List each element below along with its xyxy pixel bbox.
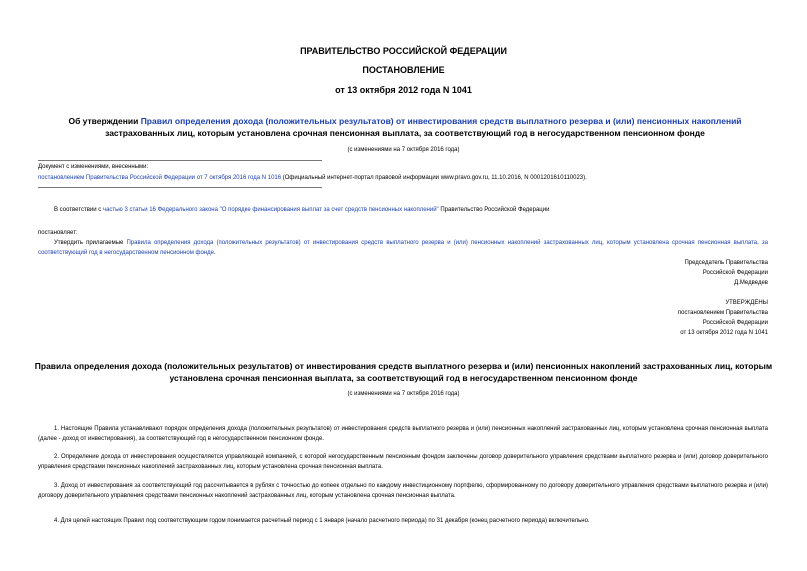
approve-suffix: . (213, 250, 216, 256)
approved-date: от 13 октября 2012 года N 1041 (680, 330, 768, 336)
signature-block (560, 258, 768, 288)
approved-block (560, 298, 768, 338)
signature-country: Российской Федерации (702, 270, 768, 276)
amendment-note: (с изменениями на 7 октября 2016 года) (347, 147, 460, 153)
approve-paragraph (38, 238, 768, 258)
title-prefix: Об утверждении (68, 116, 141, 126)
amending-decree-link[interactable]: постановлением Правительства Российской Федерации от 7 октября 2016 года N 1016 (38, 175, 282, 181)
rules-paragraph-4: 4. Для целей настоящих Правил под соответствующим годом понимается расчетный период с 1 января (начало расчетного периода) по 31 декабря (конец расчетного периода) включительно. (54, 518, 590, 524)
signature-name: Д.Медведев (734, 280, 768, 286)
rules-paragraph-3: 3. Доход от инвестирования за соответствующий год рассчитывается в рублях с точностью до копеек отдельно по каждому инвестиционному портфелю, сформированному по договору доверительного управления средствами выплатного резерва и (или) договору доверительного управления средствами пенсионных накоплений застрахованных лиц, которым установлена срочная пенсионная выплата. (38, 483, 768, 499)
approved-rules-link[interactable]: Правила определения дохода (положительных результатов) от инвестирования средств выплатного резерва и (или) пенсионных накоплений застрахованных лиц, которым установлена срочная пенсионная выплата, за соответствующий год в негосударственном пенсионном фонде (38, 240, 769, 256)
decides-text: постановляет: (38, 230, 78, 236)
approved-country: Российской Федерации (702, 320, 768, 326)
rules-amendment-note: (с изменениями на 7 октября 2016 года) (347, 391, 460, 397)
divider-bottom (38, 187, 322, 188)
changes-source (38, 174, 587, 183)
rules-paragraph-2: 2. Определение дохода от инвестирования осуществляется управляющей компанией, с которой негосударственным пенсионным фондом заключены договор доверительного управления средствами выплатного резерва и (или) договор доверительного управления средствами пенсионных накоплений застрахованных лиц, которым установлена срочная пенсионная выплата. (38, 454, 768, 470)
approved-label: УТВЕРЖДЕНЫ (725, 300, 768, 306)
divider-top (38, 160, 322, 161)
approve-prefix: Утвердить прилагаемые (54, 240, 127, 246)
rules-paragraph-1: 1. Настоящие Правила устанавливают порядок определения дохода (положительных результатов) от инвестирования средств выплатного резерва и (или) пенсионных накоплений застрахованных лиц, которым установлена срочная пенсионная выплата (далее - доход от инвестирования), за соответствующий год в негосударственном пенсионном фонде. (38, 426, 768, 442)
changes-label: Документ с изменениями, внесенными: (38, 164, 149, 170)
government-name: ПРАВИТЕЛЬСТВО РОССИЙСКОЙ ФЕДЕРАЦИИ (300, 46, 507, 56)
changes-source-text: (Официальный интернет-портал правовой информации www.pravo.gov.ru, 11.10.2016, N 0001201610110023). (281, 175, 587, 181)
signature-position: Председатель Правительства (684, 260, 768, 266)
preamble-suffix: Правительство Российской Федерации (438, 207, 550, 213)
federal-law-link[interactable]: частью 3 статьи 16 Федерального закона "О порядке финансирования выплат за счет средств пенсионных накоплений" (102, 207, 439, 213)
document-date-number: от 13 октября 2012 года N 1041 (335, 85, 472, 95)
title-rules-link[interactable]: Правил определения дохода (положительных результатов) от инвестирования средств выплатного резерва и (или) пенсионных накоплений (140, 116, 742, 126)
preamble (38, 205, 768, 215)
approved-by: постановлением Правительства (677, 310, 768, 316)
rules-title: Правила определения дохода (положительных результатов) от инвестирования средств выплатного резерва и (или) пенсионных накоплений застрахованных лиц, которым установлена срочная пенсионная выплата, за соответствующий год в негосударственном пенсионном фонде (34, 361, 773, 383)
preamble-prefix: В соответствии с (54, 207, 103, 213)
document-type: ПОСТАНОВЛЕНИЕ (362, 65, 445, 75)
title-rest: застрахованных лиц, которым установлена срочная пенсионная выплата, за соответствующий год в негосударственном пенсионном фонде (105, 128, 705, 138)
document-title (45, 115, 765, 139)
